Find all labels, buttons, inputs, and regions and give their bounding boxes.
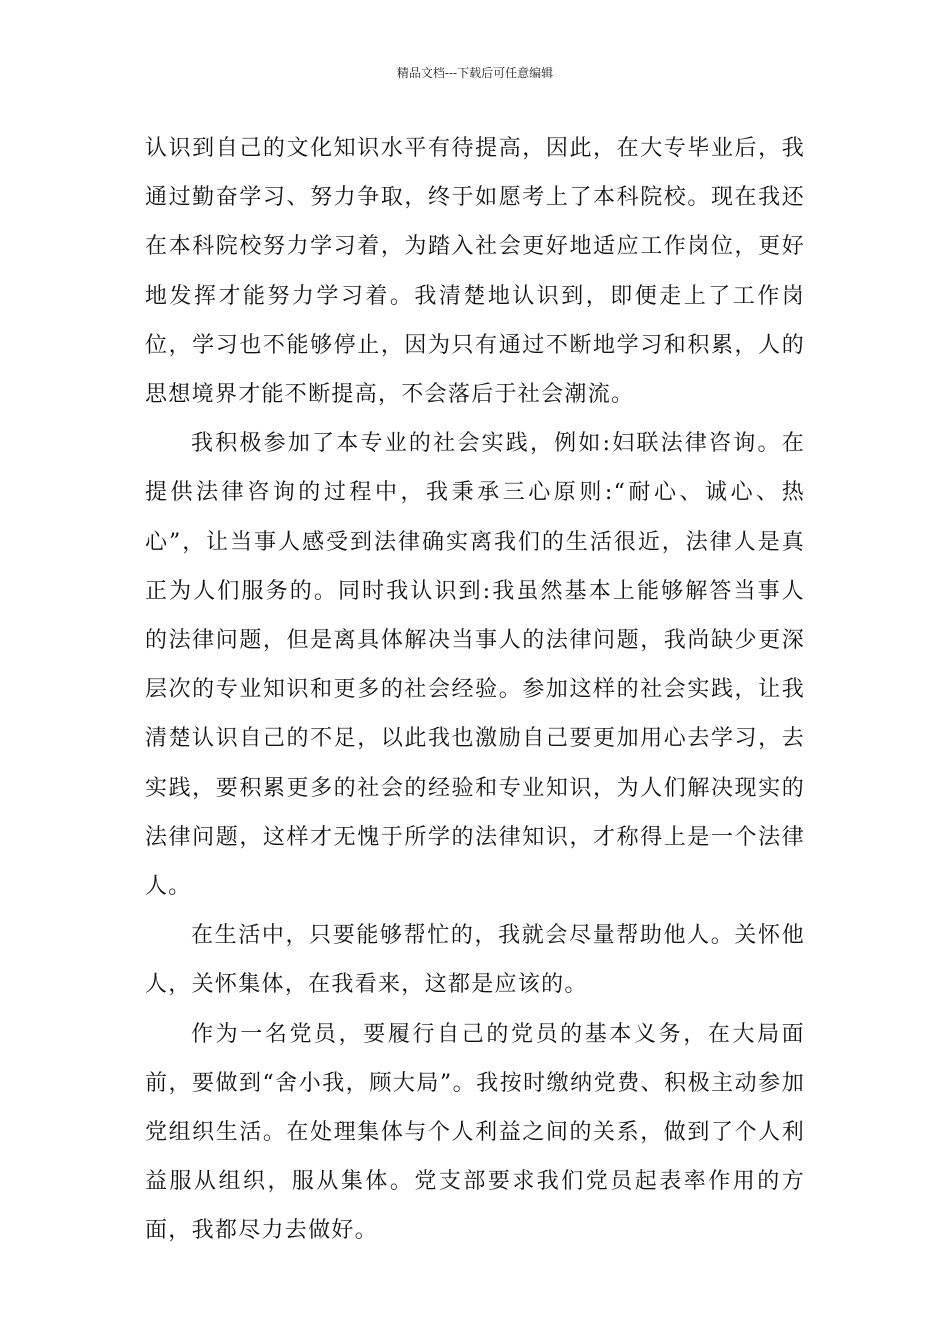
paragraph-party-member: 作为一名党员，要履行自己的党员的基本义务，在大局面前，要做到“舍小我，顾大局”。我按时缴纳党费、积极主动参加党组织生活。在处理集体与个人利益之间的关系，做到了个人利益服从组织，服从集体。党支部要求我们党员起表率作用的方面，我都尽力去做好。 (145, 1021, 805, 1244)
paragraph-study: 认识到自己的文化知识水平有待提高，因此，在大专毕业后，我通过勤奋学习、努力争取，终于如愿考上了本科院校。现在我还在本科院校努力学习着，为踏入社会更好地适应工作岗位，更好地发挥才能努力学习着。我清楚地认识到，即便走上了工作岗位，学习也不能够停止，因为只有通过不断地学习和积累，人的思想境界才能不断提高，不会落后于社会潮流。 (145, 136, 805, 408)
paragraph-helping-others: 在生活中，只要能够帮忙的，我就会尽量帮助他人。关怀他人，关怀集体，在我看来，这都是应该的。 (145, 923, 805, 998)
document-body (145, 124, 805, 1256)
page-header: 精品文档---下载后可任意编辑 (396, 66, 554, 80)
paragraph-social-practice: 我积极参加了本专业的社会实践，例如:妇联法律咨询。在提供法律咨询的过程中，我秉承三心原则:“耐心、诚心、热心”，让当事人感受到法律确实离我们的生活很近，法律人是真正为人们服务的。同时我认识到:我虽然基本上能够解答当事人的法律问题，但是离具体解决当事人的法律问题，我尚缺少更深层次的专业知识和更多的社会经验。参加这样的社会实践，让我清楚认识自己的不足，以此我也激励自己要更加用心去学习，去实践，要积累更多的社会的经验和专业知识，为人们解决现实的法律问题，这样才无愧于所学的法律知识，才称得上是一个法律人。 (145, 431, 805, 900)
